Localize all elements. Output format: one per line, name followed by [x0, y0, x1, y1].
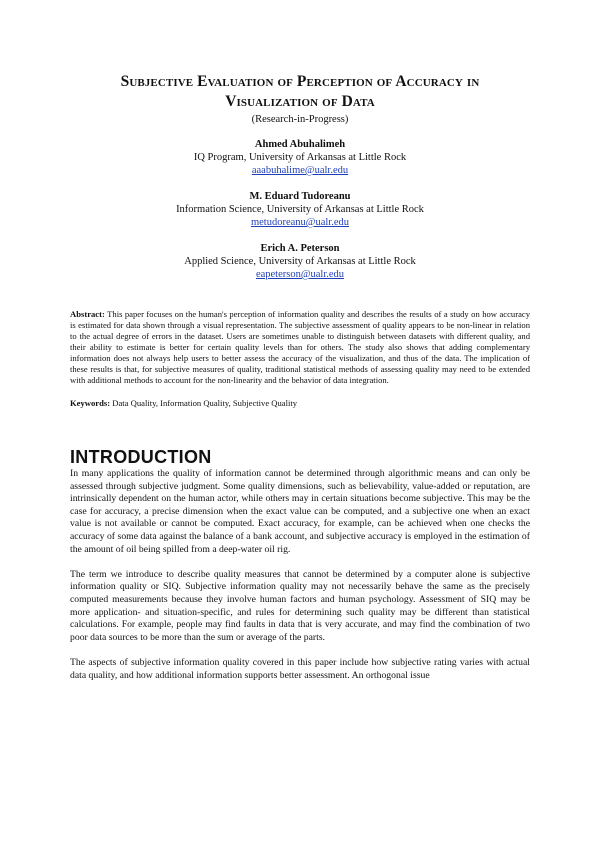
title-line-2: Visualization of Data: [225, 93, 375, 110]
abstract-text: This paper focuses on the human's perception of information quality and describes the results of a study on how accuracy is estimated for data shown through a visual representation. The subjective assessment of quality appears to be non-linear in relation to the actual degree of errors in the dataset. Users are sometimes unable to distinguish between datasets with different quality, and their ability to estimate is better for certain quality levels than for others. The study also shows that adding complementary information does not always help users to better assess the accuracy of the visualization, and thus of the data. The implication of these results is that, for subjective measures of quality, traditional statistical methods of assessing quality may need to be extended with additional methods to account for the non-linearity and the behavior of data integration.: [70, 309, 530, 385]
author-name: Erich A. Peterson: [260, 243, 340, 254]
author-email-link[interactable]: metudoreanu@ualr.edu: [250, 217, 349, 228]
author-name: Ahmed Abuhalimeh: [254, 139, 346, 150]
title-line-1: Subjective Evaluation of Perception of Accuracy in: [120, 73, 480, 90]
introduction-body: [70, 468, 530, 682]
paper-title: [70, 72, 530, 112]
author-block-3: [70, 242, 530, 281]
keywords-label: Keywords:: [70, 398, 111, 408]
author-affiliation: Information Science, University of Arkansas at Little Rock: [176, 204, 424, 215]
author-name: M. Eduard Tudoreanu: [249, 191, 351, 202]
keywords: [70, 398, 530, 409]
author-affiliation: Applied Science, University of Arkansas at Little Rock: [184, 256, 416, 267]
section-heading-introduction: INTRODUCTION: [70, 447, 212, 467]
paragraph: In many applications the quality of information cannot be determined through algorithmic means and can only be assessed through subjective judgment. Some quality dimensions, such as believability, value-added or reputation, are intrinsically dependent on the human actor, while others may in certain situations become subjective. This may be the case for accuracy, a precise dimension when the exact value can be computed, and a subjective one when an exact value is not available or cannot be computed. Exact accuracy, for example, can be achieved when one checks the accuracy of some data against the balance of a bank account, and subjective accuracy is employed in the estimation of the amount of oil being spilled from a deep-water oil rig.: [70, 468, 530, 555]
keywords-text: Data Quality, Information Quality, Subjective Quality: [112, 398, 298, 408]
paragraph: The aspects of subjective information quality covered in this paper include how subjective rating varies with actual data quality, and how additional information supports better assessment. An orthogonal issue: [70, 656, 530, 681]
author-affiliation: IQ Program, University of Arkansas at Little Rock: [193, 152, 407, 163]
author-block-1: [70, 138, 530, 177]
author-email-link[interactable]: aaabuhalime@ualr.edu: [251, 165, 349, 176]
paragraph: The term we introduce to describe quality measures that cannot be determined by a computer alone is subjective information quality or SIQ. Subjective information quality may not necessarily behave the same as the precisely computed measurements because they involve human factors and human psychology. Assessment of SIQ may be more application- and situation-specific, and rules for determining such quality may be different than statistical calculations. For example, people may find faults in data that is very accurate, and may find the combination of two poor data sources to be more than the sum or average of the parts.: [70, 568, 530, 643]
paper-page: [0, 72, 600, 848]
author-block-2: [70, 190, 530, 229]
author-email-link[interactable]: eapeterson@ualr.edu: [255, 269, 345, 280]
abstract-label: Abstract:: [70, 309, 105, 319]
paper-subtitle: (Research-in-Progress): [251, 114, 349, 125]
abstract: [70, 309, 530, 386]
